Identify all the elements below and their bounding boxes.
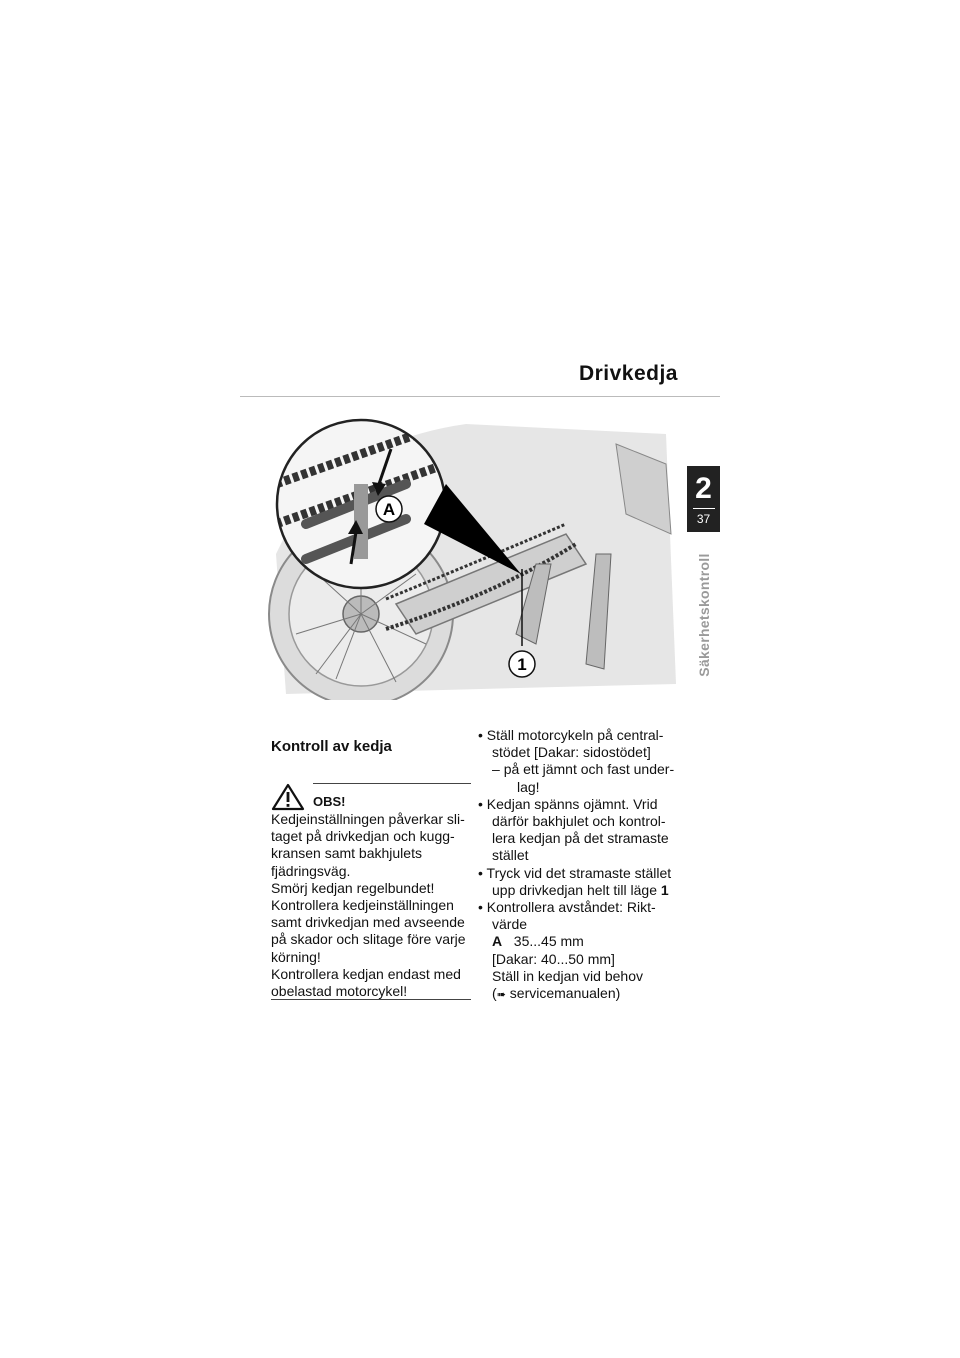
page-number: 37 xyxy=(696,512,711,526)
label-1: 1 xyxy=(517,655,527,674)
list-item: • Tryck vid det stramaste stället xyxy=(478,864,672,881)
list-item-cont xyxy=(478,882,693,899)
dakar-value: [Dakar: 40...50 mm] xyxy=(492,950,615,967)
dash-item-cont: lag! xyxy=(517,778,540,795)
arrow-icon: ➠ xyxy=(496,989,506,1002)
list-item: • Ställ motorcykeln på central- xyxy=(478,727,664,743)
bullet-text: upp drivkedjan helt till läge xyxy=(492,881,657,898)
note-line: Kontrollera kedjan endast med xyxy=(271,965,461,982)
adjust-text: Ställ in kedjan vid behov xyxy=(492,967,643,984)
note-top-rule xyxy=(313,783,471,784)
bullet-text: Ställ motorcykeln på central- xyxy=(486,727,664,743)
tab-divider xyxy=(693,508,715,509)
spec-row xyxy=(478,933,693,950)
note-line: kransen samt bakhjulets xyxy=(271,845,422,862)
chapter-tab xyxy=(687,466,720,532)
note-line: fjädringsväg. xyxy=(271,862,351,879)
side-label: Säkerhetskontroll xyxy=(695,553,712,677)
bullet-text: Kontrollera avståndet: Rikt- xyxy=(486,899,656,916)
note-bottom-rule xyxy=(271,999,471,1000)
note-title: OBS! xyxy=(313,794,346,809)
position-ref: 1 xyxy=(660,881,669,898)
note-line: taget på drivkedjan och kugg- xyxy=(271,828,455,845)
note-body xyxy=(271,811,473,1000)
note-line: obelastad motorcykel! xyxy=(271,983,408,1000)
label-a: A xyxy=(382,500,396,519)
list-item: • Kedjan spänns ojämnt. Vrid xyxy=(478,795,658,812)
list-item-cont: därför bakhjulet och kontrol- xyxy=(492,813,666,830)
side-label-wrap xyxy=(687,540,720,690)
page-title: Drivkedja xyxy=(578,362,678,385)
spec-value: 35...45 mm xyxy=(513,933,584,950)
bullet-text: Tryck vid det stramaste stället xyxy=(486,864,672,881)
note-line: Kontrollera kedjeinställningen xyxy=(271,897,454,914)
note-line: på skador och slitage före varje xyxy=(271,931,466,948)
section-heading: Kontroll av kedja xyxy=(271,738,392,755)
right-column xyxy=(478,727,693,1004)
ref-open: ( xyxy=(492,985,497,1002)
dash-item: – på ett jämnt och fast under- xyxy=(492,761,675,778)
note-line: körning! xyxy=(271,948,321,965)
note-line: Smörj kedjan regelbundet! xyxy=(271,879,435,896)
note-line: Kedjeinställningen påverkar sli- xyxy=(271,811,465,827)
list-item: • Kontrollera avståndet: Rikt- xyxy=(478,899,656,916)
dash-text: på ett jämnt och fast under- xyxy=(503,761,675,778)
reference xyxy=(478,985,693,1004)
note-line: samt drivkedjan med avseende xyxy=(271,914,465,931)
warning-icon xyxy=(271,783,305,811)
title-rule xyxy=(240,396,720,397)
chapter-number: 2 xyxy=(695,472,712,505)
spec-label: A xyxy=(492,933,503,950)
list-item-cont: stödet [Dakar: sidostödet] xyxy=(492,744,651,761)
bullet-text: Kedjan spänns ojämnt. Vrid xyxy=(486,795,658,812)
list-item-cont: stället xyxy=(492,847,529,864)
ref-text: servicemanualen) xyxy=(509,985,621,1002)
chain-illustration xyxy=(266,404,686,700)
list-item-cont: värde xyxy=(492,916,528,933)
list-item-cont: lera kedjan på det stramaste xyxy=(492,830,669,847)
left-column xyxy=(271,738,471,777)
